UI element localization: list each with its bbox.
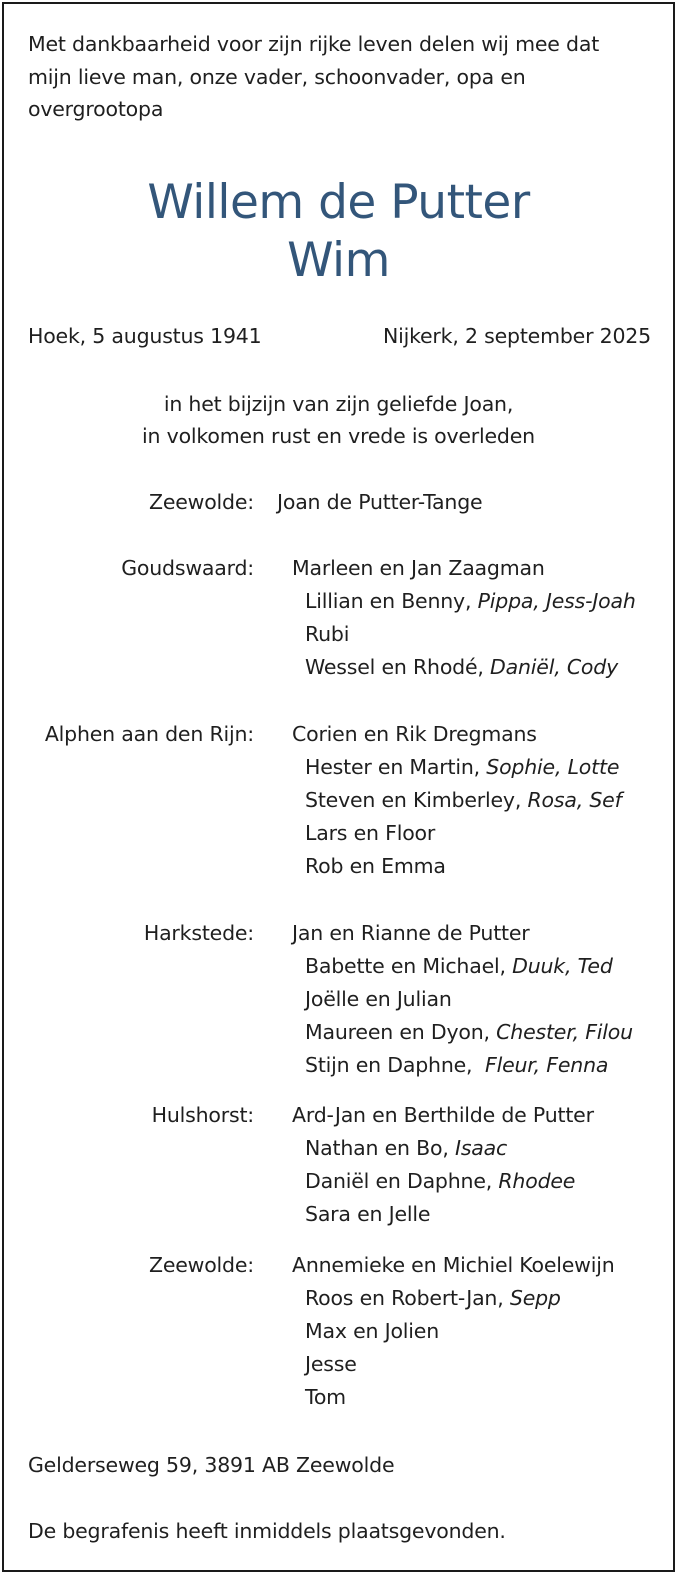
family-head: Annemieke en Michiel Koelewijn <box>292 1253 615 1277</box>
member-names: Joëlle en Julian <box>305 987 452 1011</box>
spouse-name: Joan de Putter-Tange <box>277 490 483 514</box>
member-names: Lillian en Benny, <box>305 589 472 613</box>
family-member <box>305 591 636 612</box>
family-member <box>305 1387 346 1408</box>
presence-line-2: in volkomen rust en vrede is overleden <box>142 424 535 448</box>
family-head: Jan en Rianne de Putter <box>292 921 530 945</box>
family-place: Harkstede: <box>143 921 254 945</box>
death-notice-card <box>2 2 675 1572</box>
family-member <box>305 1055 608 1076</box>
member-children: Fleur, Fenna <box>485 1053 609 1077</box>
member-names: Hester en Martin, <box>305 755 480 779</box>
member-names: Nathan en Bo, <box>305 1136 449 1160</box>
family-head: Ard-Jan en Berthilde de Putter <box>292 1103 594 1127</box>
member-names: Wessel en Rhodé, <box>305 655 484 679</box>
family-member <box>305 1354 357 1375</box>
member-names: Tom <box>305 1385 346 1409</box>
member-names: Steven en Kimberley, <box>305 788 522 812</box>
member-names: Lars en Floor <box>305 821 436 845</box>
member-names: Roos en Robert-Jan, <box>305 1286 504 1310</box>
member-names: Daniël en Daphne, <box>305 1169 493 1193</box>
member-names: Jesse <box>305 1352 357 1376</box>
intro-text: Met dankbaarheid voor zijn rijke leven delen wij mee dat mijn lieve man, onze vader, schoonvader, opa en overgrootopa <box>28 32 600 121</box>
member-children: Chester, Filou <box>496 1020 633 1044</box>
member-children: Isaac <box>454 1136 508 1160</box>
member-names: Stijn en Daphne, <box>305 1053 473 1077</box>
family-member <box>305 657 618 678</box>
birth-place-date: Hoek, 5 augustus 1941 <box>28 324 262 348</box>
family-member <box>305 1138 507 1159</box>
member-children: Sophie, Lotte <box>486 755 620 779</box>
closing-text: De begrafenis heeft inmiddels plaatsgevonden. <box>28 1519 506 1543</box>
member-names: Babette en Michael, <box>305 954 506 978</box>
family-place: Goudswaard: <box>121 556 254 580</box>
family-place: Alphen aan den Rijn: <box>44 722 254 746</box>
family-member <box>305 856 446 877</box>
member-names: Max en Jolien <box>305 1319 440 1343</box>
member-names: Maureen en Dyon, <box>305 1020 490 1044</box>
address: Gelderseweg 59, 3891 AB Zeewolde <box>28 1453 395 1477</box>
member-children: Sepp <box>509 1286 561 1310</box>
member-children: Duuk, Ted <box>512 954 613 978</box>
member-children: Rhodee <box>498 1169 576 1193</box>
member-names: Rob en Emma <box>305 854 446 878</box>
family-member <box>305 624 349 645</box>
family-member <box>305 989 452 1010</box>
family-member <box>305 790 622 811</box>
deceased-nickname: Wim <box>287 233 390 288</box>
member-names: Rubi <box>305 622 350 646</box>
family-member <box>305 1288 561 1309</box>
family-head: Corien en Rik Dregmans <box>292 722 537 746</box>
spouse-place: Zeewolde: <box>148 490 254 514</box>
presence-line-1: in het bijzijn van zijn geliefde Joan, <box>163 392 514 416</box>
member-children: Pippa, Jess-Joah <box>477 589 636 613</box>
family-member <box>305 1171 575 1192</box>
deceased-full-name: Willem de Putter <box>147 175 530 230</box>
member-children: Rosa, Sef <box>527 788 622 812</box>
death-place-date: Nijkerk, 2 september 2025 <box>382 324 651 348</box>
member-children: Daniël, Cody <box>490 655 619 679</box>
family-member <box>305 956 613 977</box>
family-member <box>305 1321 439 1342</box>
family-member <box>305 823 435 844</box>
family-head: Marleen en Jan Zaagman <box>292 556 545 580</box>
family-member <box>305 1022 633 1043</box>
member-names: Sara en Jelle <box>305 1202 431 1226</box>
family-member <box>305 1204 430 1225</box>
family-place: Hulshorst: <box>151 1103 254 1127</box>
family-place: Zeewolde: <box>148 1253 254 1277</box>
family-member <box>305 757 619 778</box>
